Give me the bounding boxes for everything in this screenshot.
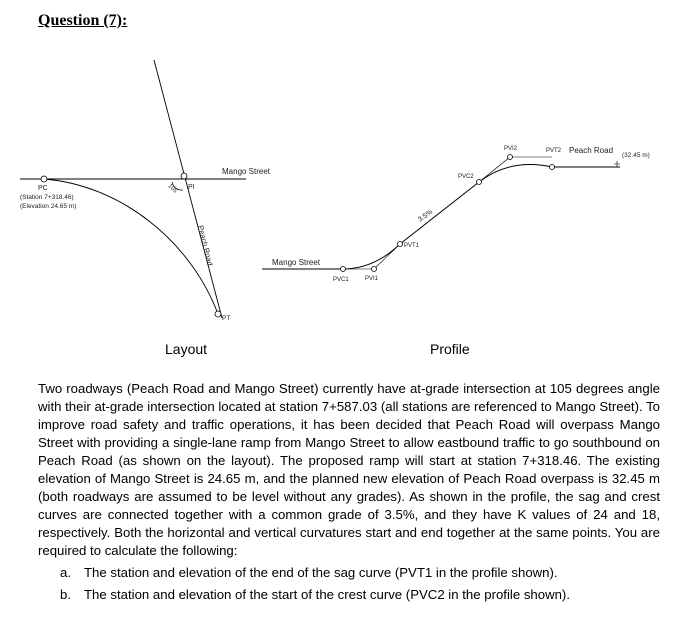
profile-pvi2-point: [508, 155, 513, 160]
question-heading: Question (7):: [38, 12, 128, 29]
profile-pvc1-point: [341, 267, 346, 272]
layout-peach-label: Peach Road: [196, 224, 215, 267]
profile-peach-label: Peach Road: [569, 146, 614, 155]
task-text: The station and elevation of the start of the crest curve (PVC2 in the profile shown).: [84, 587, 570, 602]
layout-pc-point: [41, 176, 47, 182]
problem-statement: Two roadways (Peach Road and Mango Street) currently have at-grade intersection at 105 degrees angle with their at-grade intersection located at station 7+587.03 (all stations are referenced to Mango Street). To improve road safety and traffic operations, it has been decided that Peach Road will overpass Mango Street with providing a single-lane ramp from Mango Street to allow eastbound traffic to go southbound on Peach Road (as shown on the layout). The proposed ramp will start at station 7+318.46. The existing elevation of Mango Street is 24.65 m, and the planned new elevation of Peach Road overpass is 32.45 m (both roadways are assumed to be level without any grades). As shown in the profile, the sag and crest curves are connected together with a common grade of 3.5%, and they have K values of 24 and 18, respectively. Both the horizontal and vertical curvatures start and end together at the same points. You are required to calculate the following:: [38, 381, 660, 558]
profile-crest-tangent-in: [479, 157, 510, 182]
profile-pvt1-label: PVT1: [404, 243, 420, 249]
profile-pvt1-point: [398, 242, 403, 247]
task-text: The station and elevation of the end of the sag curve (PVT1 in the profile shown).: [84, 565, 558, 580]
profile-mango-label: Mango Street: [272, 258, 321, 267]
profile-curve: [343, 165, 552, 269]
profile-caption: Profile: [430, 341, 470, 357]
profile-elevation-marker-icon: [614, 161, 620, 167]
profile-pvt2-label: PVT2: [546, 148, 562, 154]
layout-pt-point: [215, 311, 221, 317]
layout-pi-label: PI: [188, 184, 195, 191]
profile-pvc2-point: [477, 180, 482, 185]
profile-pvi1-point: [372, 267, 377, 272]
layout-mango-label: Mango Street: [222, 167, 271, 176]
profile-pvi2-label: PVI2: [504, 146, 518, 152]
layout-pi-point: [181, 173, 187, 179]
layout-pc-station: (Station 7+318.46): [20, 194, 74, 201]
profile-elevation-label: (32.45 m): [622, 152, 650, 159]
profile-pvi1-label: PVI1: [365, 276, 379, 282]
profile-sag-tangent-out: [374, 244, 400, 269]
task-item: [38, 562, 660, 584]
task-marker: a.: [60, 565, 71, 580]
layout-diagram: [20, 60, 271, 357]
profile-pvc2-label: PVC2: [458, 174, 474, 180]
profile-diagram: [262, 146, 650, 357]
profile-grade-label: 3.5%: [417, 208, 435, 224]
profile-pvc1-label: PVC1: [333, 277, 349, 283]
profile-pvt2-point: [550, 165, 555, 170]
layout-pc-label: PC: [38, 185, 48, 192]
layout-pc-elevation: (Elevation 24.65 m): [20, 203, 77, 210]
task-list: [38, 562, 660, 606]
layout-angle-label: 105: [166, 183, 178, 195]
layout-pt-label: PT: [222, 315, 231, 322]
task-marker: b.: [60, 587, 71, 602]
layout-caption: Layout: [165, 341, 208, 357]
task-item: [38, 584, 660, 606]
